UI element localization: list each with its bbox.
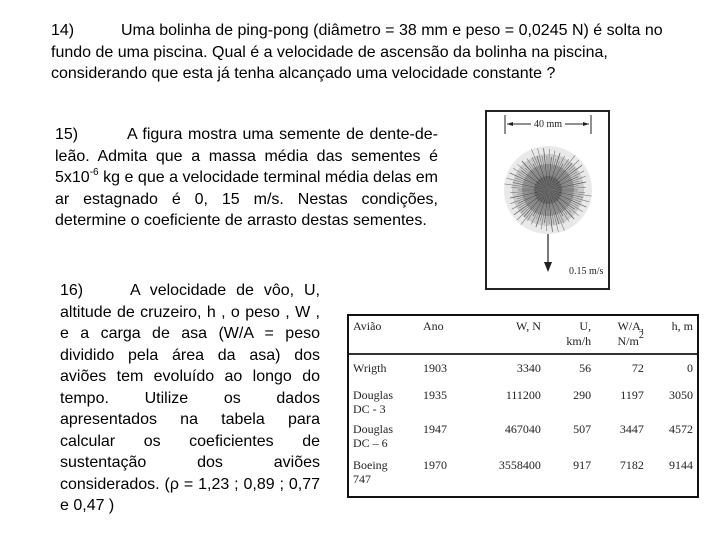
table-row [349,422,697,458]
cell-ano: 1970 [423,458,447,472]
cell-aviao-line1: Wrigth [353,361,387,375]
seed-head-drawing [504,146,592,234]
question-14 [51,20,691,85]
dandelion-seed-figure [485,110,610,290]
cell-u: 56 [579,361,592,375]
aircraft-table-box [347,314,699,498]
cell-aviao-line1: Douglas [353,422,393,436]
header-wa-sup: 2 [638,330,644,341]
cell-h: 3050 [669,388,693,402]
question-15-number: 15) [55,126,79,143]
cell-aviao [349,388,419,422]
header-ano: Ano [419,316,468,354]
cell-h: 4572 [669,422,693,436]
cell-ano: 1903 [423,361,447,375]
header-wa-line1: W/A, [617,319,644,333]
question-16 [60,280,320,517]
question-15-text-end: kg e que a velocidade terminal média delas em ar estagnado é 0, 15 m/s. Nestas condições, determine o coeficiente de arrasto destas sementes. [55,169,438,229]
cell-u: 507 [573,422,592,436]
cell-aviao-line2: DC - 3 [353,402,386,416]
question-14-text: Uma bolinha de ping-pong (diâmetro = 38 mm e peso = 0,0245 N) é solta no fundo de uma piscina. Qual é a velocidade de ascensão da bolinha na piscina, considerando que esta já tenha alcançado uma velocidade constante ? [51,22,663,82]
cell-w: 467040 [504,422,541,436]
cell-aviao-line2: 747 [353,472,371,486]
figure-velocity-label: 0.15 m/s [569,266,604,277]
cell-aviao-line2: DC – 6 [353,436,388,450]
question-15 [55,124,438,232]
header-u [545,316,595,354]
cell-ano: 1935 [423,388,447,402]
question-16-text-start: A velocidade de vôo, U, altitude de cruzeiro, h , o peso , W , e a carga de asa (W/A = peso dividido pela área da asa) dos aviões tem evoluído ao longo do tempo. Utilize os dados apresentados na tabela para calcular os coeficientes de sustentação dos aviões considerados. ( [60,282,320,493]
cell-ano: 1947 [423,422,447,436]
header-h: h, m [648,316,697,354]
header-wa-line2: N/m [617,334,639,348]
cell-aviao-line1: Boeing [353,458,388,472]
header-u-line1: U, [579,319,592,333]
cell-wa: 3447 [619,422,644,436]
header-u-line2: km/h [566,334,592,348]
cell-u: 290 [573,388,592,402]
cell-aviao [349,458,419,492]
cell-w: 111200 [505,388,541,402]
figure-width-label: 40 mm [533,119,563,130]
cell-u: 917 [573,458,592,472]
cell-h: 0 [687,361,693,375]
cell-aviao-line1: Douglas [353,388,393,402]
cell-w: 3558400 [498,458,541,472]
question-15-exponent: -6 [89,167,99,178]
cell-aviao [349,422,419,458]
header-aviao: Avião [349,316,419,354]
cell-wa: 1197 [620,388,644,402]
cell-wa: 72 [631,361,644,375]
cell-aviao [349,354,419,388]
table-row [349,388,697,422]
rho-symbol: ρ [169,475,179,493]
table-header-row [349,316,697,354]
cell-h: 9144 [669,458,693,472]
table-row [349,458,697,492]
cell-w: 3340 [516,361,541,375]
question-14-number: 14) [51,22,75,39]
table-row [349,354,697,388]
question-16-number: 16) [60,282,84,299]
question-16-text-end: = 1,23 ; 0,89 ; 0,77 e 0,47 ) [60,475,320,514]
aircraft-table [349,316,697,492]
question-15-text-start: A figura mostra uma semente de dente-de-leão. Admita que a massa média das sementes é 5x10 [55,126,438,186]
header-w: W, N [468,316,545,354]
header-wa [595,316,648,354]
cell-wa: 7182 [619,458,644,472]
